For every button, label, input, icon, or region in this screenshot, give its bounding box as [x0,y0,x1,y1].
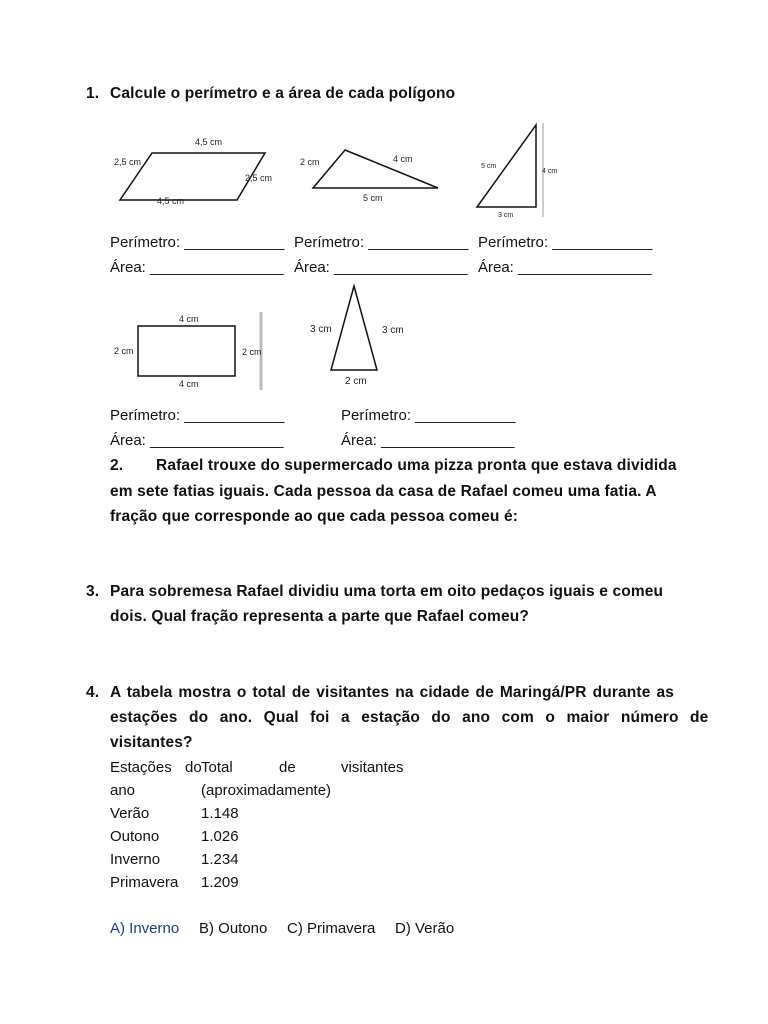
q4-line-1: A tabela mostra o total de visitantes na cidade de Maringá/PR durante as [110,684,674,701]
table-header-estacoes: Estações [110,759,172,776]
q3-number: 3. [86,583,100,600]
table-row-value: 1.148 [201,805,239,822]
area-3: Área: ________________ [478,259,652,276]
area-1: Área: ________________ [110,259,284,276]
rectangle-bottom-label: 4 cm [179,379,199,389]
iso-right-label: 3 cm [382,325,404,336]
obtuse-triangle-bottom-label: 5 cm [363,193,383,203]
rectangle-top-label: 4 cm [179,314,199,324]
obtuse-triangle-left-label: 2 cm [300,157,320,167]
option-c[interactable]: C) Primavera [287,920,376,937]
table-header-aprox: (aproximadamente) [201,782,332,799]
q3-line-1: Para sobremesa Rafael dividiu uma torta em oito pedaços iguais e comeu [110,583,664,600]
area-5: Área: ________________ [341,432,515,449]
perimetro-3: Perímetro: ____________ [478,234,653,251]
q4-line-3: visitantes? [110,734,193,751]
q3-line-2: dois. Qual fração representa a parte que Rafael comeu? [110,608,529,625]
q2-line-3: fração que corresponde ao que cada pessoa comeu é: [110,508,519,525]
table-row-season: Outono [110,828,160,845]
obtuse-triangle-top-label: 4 cm [393,154,413,164]
right-triangle-side-label: 4 cm [542,168,558,175]
rectangle-left-label: 2 cm [114,346,134,356]
q4-line-2: estações do ano. Qual foi a estação do ano com o maior número de [110,709,709,726]
q2-line-2: em sete fatias iguais. Cada pessoa da casa de Rafael comeu uma fatia. A [110,483,657,500]
option-d[interactable]: D) Verão [395,920,455,937]
table-row-season: Verão [110,805,150,822]
isosceles-triangle-shape [331,286,377,370]
parallelogram-left-label: 2,5 cm [114,157,142,167]
iso-left-label: 3 cm [310,324,332,335]
rectangle-right-label: 2 cm [242,347,262,357]
area-2: Área: ________________ [294,259,468,276]
parallelogram-bottom-text: 4,5 cm [157,196,185,206]
row1-figures [100,115,700,225]
table-header-total: Total [201,759,233,776]
table-row-value: 1.209 [201,874,239,891]
table-header-de: de [279,759,296,776]
table-row-value: 1.026 [201,828,239,845]
right-triangle-hyp-label: 5 cm [481,163,497,170]
q1-number: 1. [86,85,100,102]
option-b[interactable]: B) Outono [199,920,268,937]
table-header-visitantes: visitantes [341,759,404,776]
parallelogram-shape [120,153,265,200]
row2-figures [100,282,440,392]
table-row-season: Inverno [110,851,161,868]
table-row-season: Primavera [110,874,179,891]
parallelogram-top-label: 4,5 cm [195,137,223,147]
option-a[interactable]: A) Inverno [110,920,180,937]
rectangle-shape [138,326,235,376]
table-row-value: 1.234 [201,851,239,868]
q2-line-1: Rafael trouxe do supermercado uma pizza pronta que estava dividida [156,457,677,474]
perimetro-5: Perímetro: ____________ [341,407,516,424]
q4-number: 4. [86,684,100,701]
table-header-do: do [185,759,202,776]
table-header-ano: ano [110,782,136,799]
area-4: Área: ________________ [110,432,284,449]
perimetro-1: Perímetro: ____________ [110,234,285,251]
q1-text: Calcule o perímetro e a área de cada polígono [110,85,456,102]
perimetro-4: Perímetro: ____________ [110,407,285,424]
q2-number: 2. [110,457,124,474]
parallelogram-right-label: 2,5 cm [245,173,273,183]
iso-base-label: 2 cm [345,376,367,387]
obtuse-triangle-shape [313,150,438,188]
perimetro-2: Perímetro: ____________ [294,234,469,251]
right-triangle-base-label: 3 cm [498,212,514,219]
